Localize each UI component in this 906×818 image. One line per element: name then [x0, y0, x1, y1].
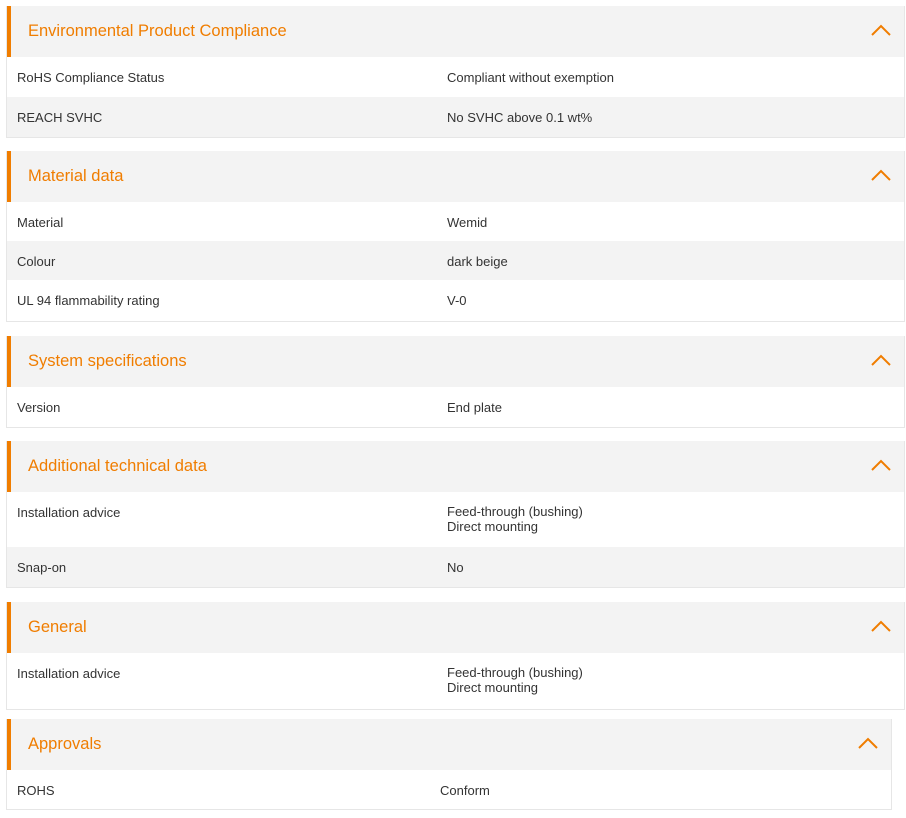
- row-label: Installation advice: [17, 666, 121, 681]
- section-title: Material data: [28, 167, 124, 185]
- row-label: Material: [17, 215, 64, 230]
- chevron-up-icon[interactable]: [870, 618, 892, 634]
- row-value: Compliant without exemption: [447, 70, 614, 85]
- value-line: Direct mounting: [447, 519, 539, 534]
- table-row: [7, 387, 904, 427]
- table-row: [7, 547, 904, 587]
- section-title: System specifications: [28, 352, 187, 370]
- table-row: [7, 202, 904, 241]
- section-header[interactable]: [7, 6, 904, 57]
- section-header[interactable]: [7, 441, 904, 492]
- table-row: [7, 97, 904, 137]
- row-label: UL 94 flammability rating: [17, 293, 160, 308]
- row-value: dark beige: [447, 254, 508, 269]
- chevron-up-icon[interactable]: [870, 457, 892, 473]
- section-material-data: [6, 151, 905, 322]
- chevron-up-icon[interactable]: [870, 167, 892, 183]
- row-label: ROHS: [17, 783, 55, 798]
- row-value: End plate: [447, 400, 502, 415]
- table-row: [7, 241, 904, 280]
- row-value: [447, 665, 583, 695]
- table-row: [7, 492, 904, 547]
- section-approvals: [6, 719, 892, 810]
- section-system-specifications: [6, 336, 905, 428]
- section-header[interactable]: [7, 719, 891, 770]
- table-row: [7, 653, 904, 709]
- chevron-up-icon[interactable]: [870, 352, 892, 368]
- row-label: Snap-on: [17, 560, 67, 575]
- section-title: Environmental Product Compliance: [28, 22, 287, 40]
- chevron-up-icon[interactable]: [857, 735, 879, 751]
- section-title: General: [28, 618, 87, 636]
- section-header[interactable]: [7, 336, 904, 387]
- section-header[interactable]: [7, 602, 904, 653]
- section-title: Additional technical data: [28, 457, 207, 475]
- row-value: No: [447, 560, 464, 575]
- row-value: [447, 504, 583, 534]
- table-row: [7, 280, 904, 321]
- value-line: Direct mounting: [447, 680, 539, 695]
- table-row: [7, 770, 891, 809]
- chevron-up-icon[interactable]: [870, 22, 892, 38]
- row-label: RoHS Compliance Status: [17, 70, 165, 85]
- row-label: Installation advice: [17, 505, 121, 520]
- row-value: V-0: [447, 293, 467, 308]
- table-row: [7, 57, 904, 97]
- section-header[interactable]: [7, 151, 904, 202]
- row-label: REACH SVHC: [17, 110, 103, 125]
- value-line: Feed-through (bushing): [447, 504, 583, 519]
- section-additional-technical-data: [6, 441, 905, 588]
- row-value: Wemid: [447, 215, 488, 230]
- section-environmental-compliance: [6, 6, 905, 138]
- row-label: Version: [17, 400, 61, 415]
- row-label: Colour: [17, 254, 56, 269]
- section-title: Approvals: [28, 735, 102, 753]
- value-line: Feed-through (bushing): [447, 665, 583, 680]
- row-value: No SVHC above 0.1 wt%: [447, 110, 593, 125]
- row-value: Conform: [440, 783, 490, 798]
- section-general: [6, 602, 905, 710]
